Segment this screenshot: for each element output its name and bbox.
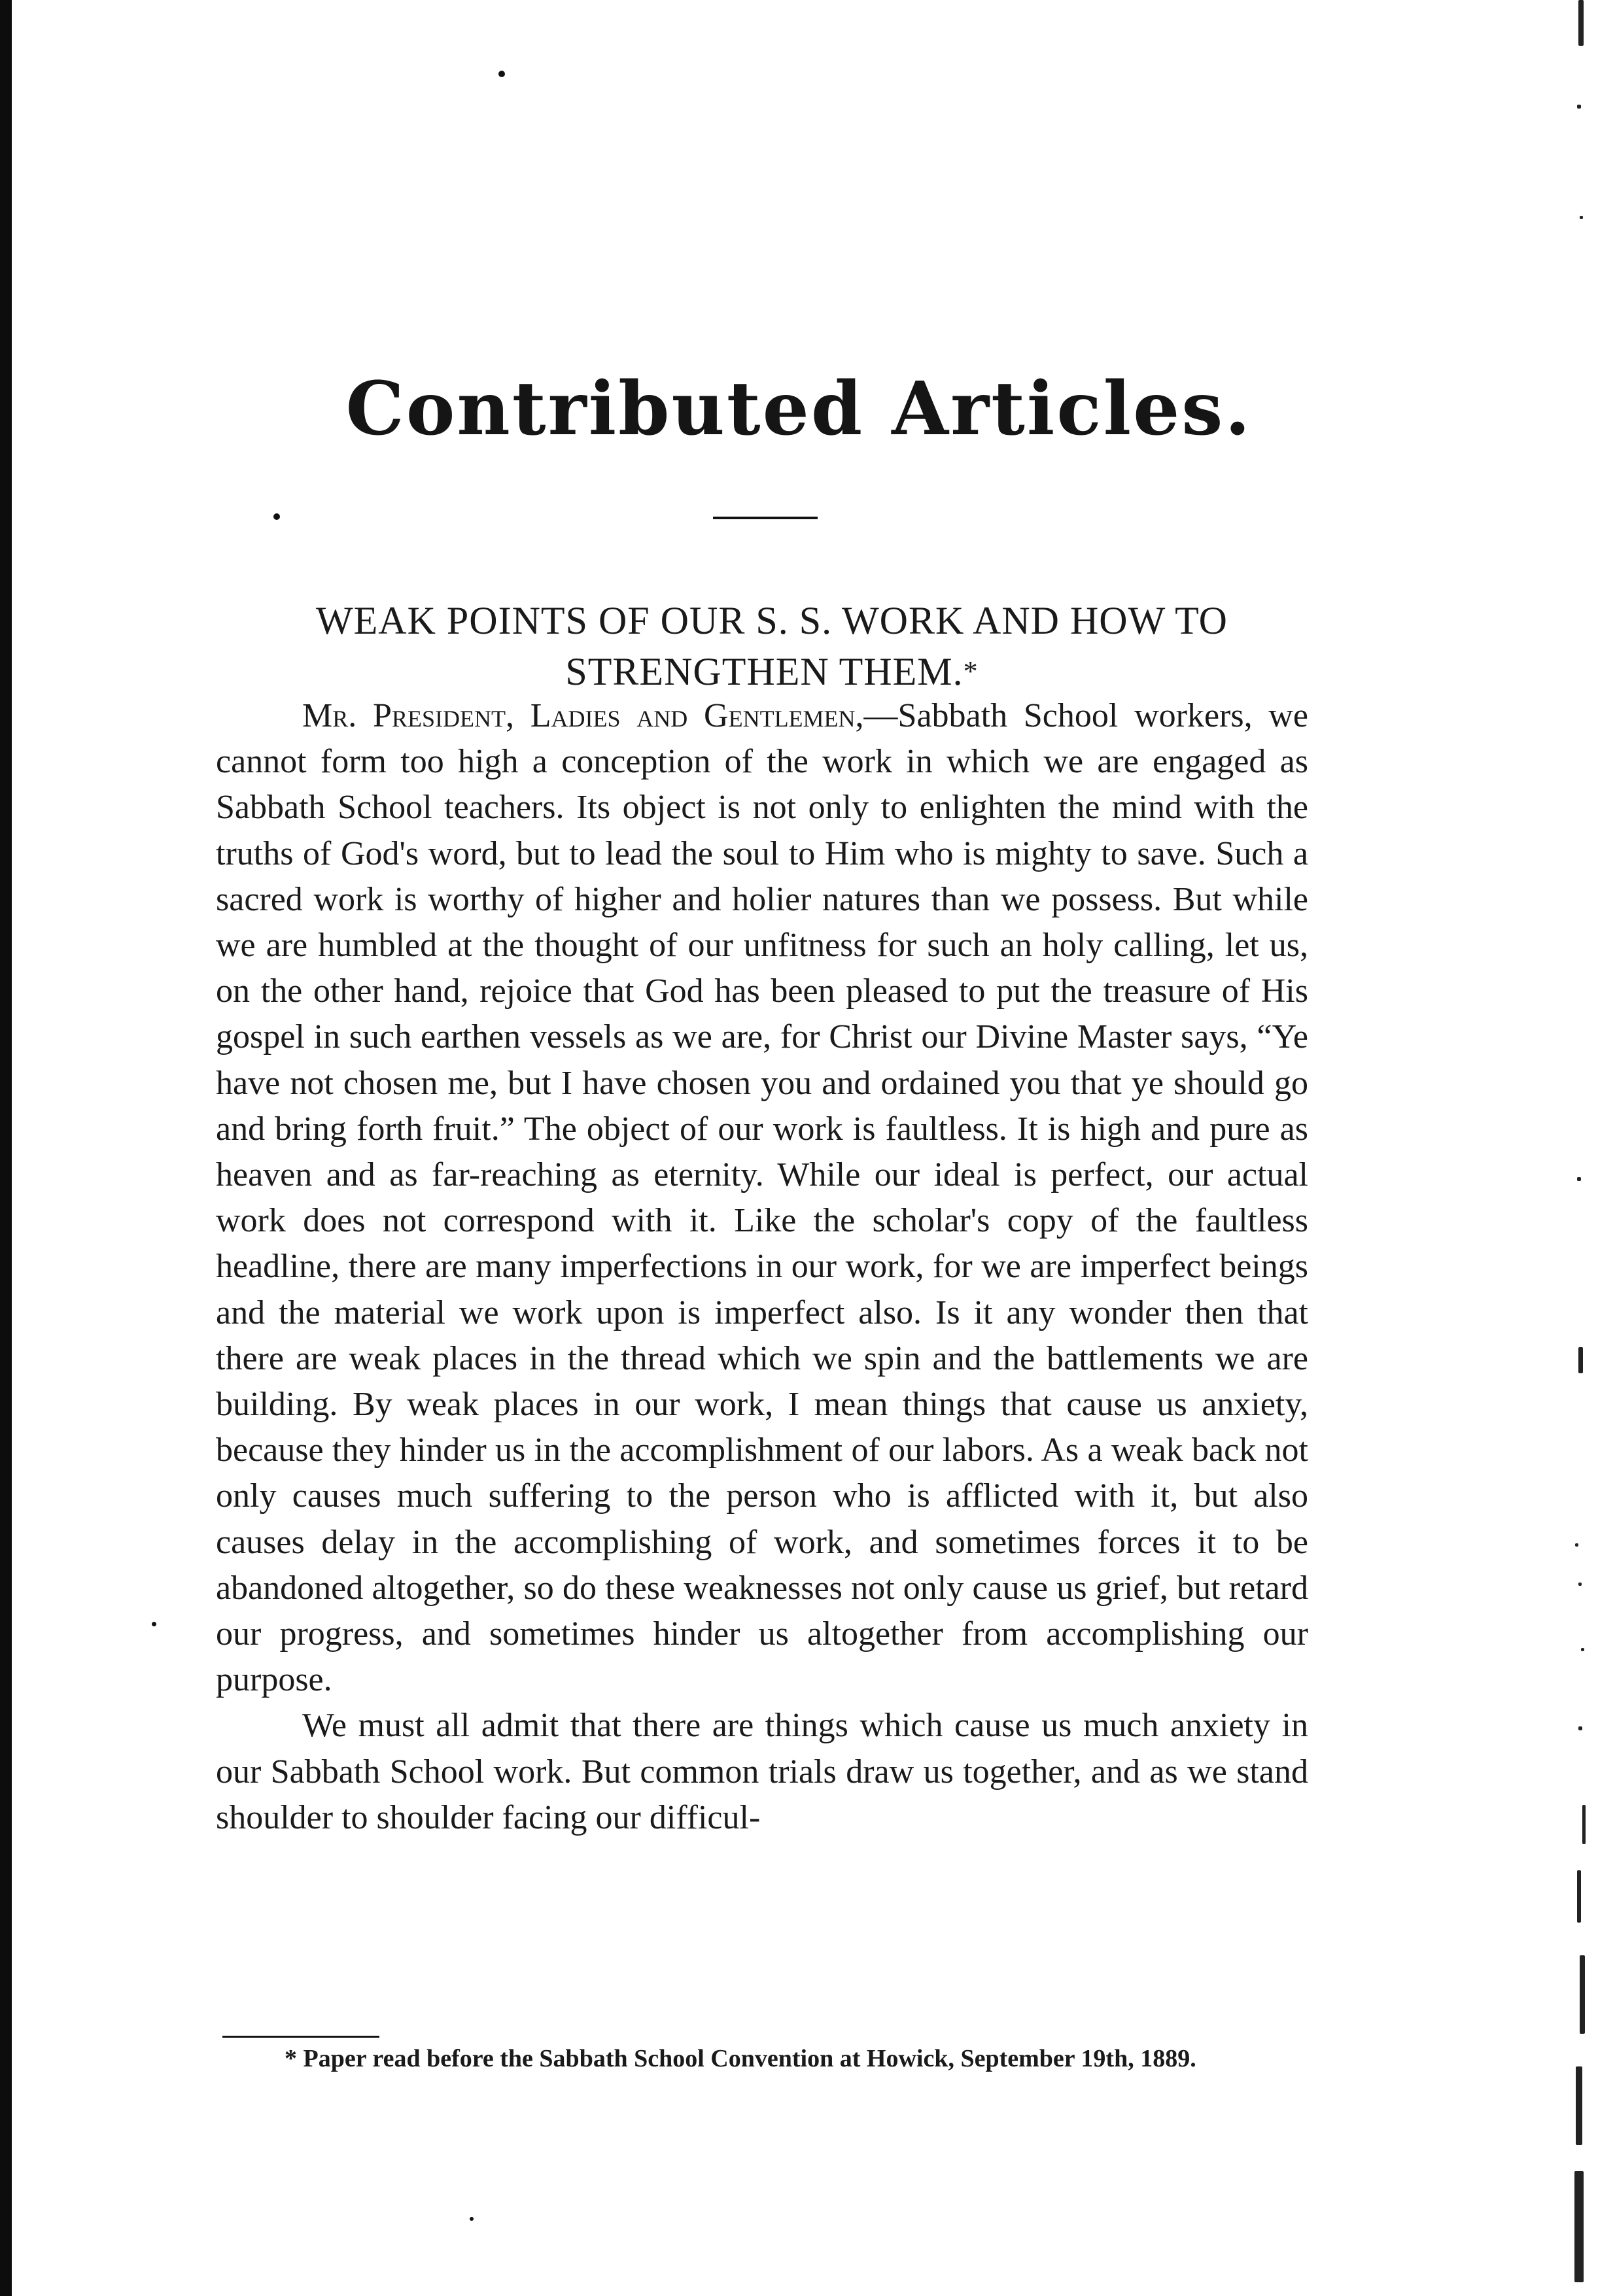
article-title-line-1: WEAK POINTS OF OUR S. S. WORK AND HOW TO: [315, 599, 1228, 643]
article-body: [216, 693, 1308, 1841]
article-paragraph: We must all admit that there are things which cause us much anxiety in our Sabbath School work. But common trials draw us together, and as we stand shoulder to shoulder facing our difficul-: [216, 1707, 1308, 1836]
footnote-marker: *: [963, 655, 979, 688]
scan-left-edge: [0, 0, 12, 2296]
article-title-line-2: [216, 646, 1328, 697]
footnote-divider: [222, 2036, 379, 2038]
article-title-line-2-text: STRENGTHEN THEM.: [565, 650, 964, 694]
scan-speck: [152, 1622, 156, 1626]
section-heading: Contributed Articles.: [345, 366, 1253, 452]
scan-speck: [498, 71, 505, 77]
scan-right-edge-speckles: [1539, 0, 1598, 2296]
salutation: Mr. President, Ladies and Gentlemen,: [302, 697, 864, 734]
scan-speck: [470, 2217, 474, 2221]
footnote-text: * Paper read before the Sabbath School Convention at Howick, September 19th, 1889.: [285, 2045, 1196, 2072]
article-paragraph: [216, 693, 1308, 1703]
article-title: [216, 595, 1328, 697]
footnote: [226, 2044, 1308, 2074]
title-divider: [713, 517, 818, 519]
paragraph-1-text: —Sabbath School workers, we cannot form too high a conception of the work in which we are engaged as Sabbath School teachers. Its object is not only to enlighten the mind with the truths of God's word, but to lead the soul to Him who is mighty to save. Such a sacred work is worthy of higher and holier natures than we possess. But while we are humbled at the thought of our unfitness for such an holy calling, let us, on the other hand, rejoice that God has been pleased to put the treasure of His gospel in such earthen vessels as we are, for Christ our Divine Master says, “Ye have not chosen me, but I have chosen you and ordained you that ye should go and bring forth fruit.” The object of our work is faultless. It is high and pure as heaven and as far-reaching as eternity. While our ideal is perfect, our actual work does not correspond with it. Like the scholar's copy of the faultless headline, there are many imperfections in our work, for we are imperfect beings and the material we work upon is imperfect also. Is it any wonder then that there are weak places in the thread which we spin and the battlements we are building. By weak places in our work, I mean things that cause us anxiety, because they hinder us in the accomplishment of our labors. As a weak back not only causes much suffering to the person who is afflicted with it, but also causes delay in the accomplishing of work, and sometimes forces it to be abandoned altogether, so do these weaknesses not only cause us grief, but retard our progress, and sometimes hinder us altogether from accomplishing our purpose.: [216, 697, 1308, 1699]
scan-speck: [273, 513, 280, 520]
